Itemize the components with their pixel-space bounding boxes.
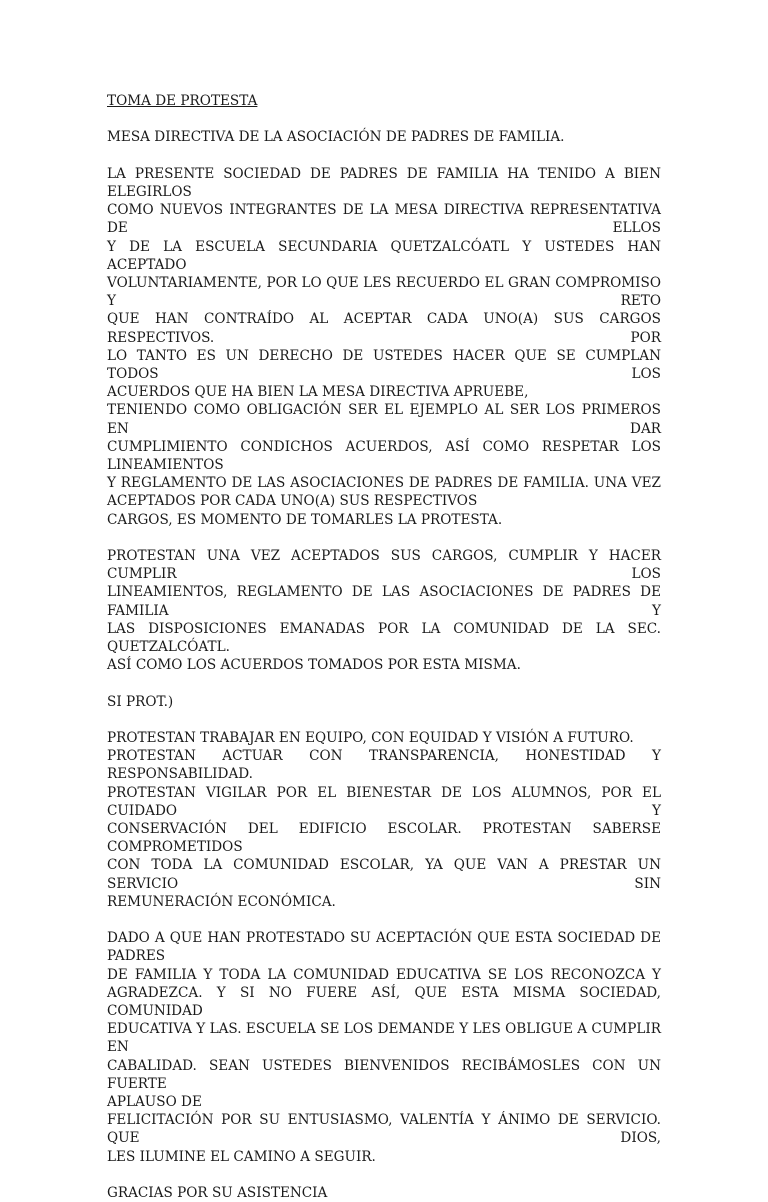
text-line: LAS DISPOSICIONES EMANADAS POR LA COMUNIDAD DE LA SEC. QUETZALCÓATL. <box>107 620 661 656</box>
text-line: PROTESTAN TRABAJAR EN EQUIPO, CON EQUIDAD Y VISIÓN A FUTURO. <box>107 730 634 747</box>
text-line: Y DE LA ESCUELA SECUNDARIA QUETZALCÓATL Y USTEDES HAN ACEPTADO <box>107 238 661 273</box>
text-line: LA PRESENTE SOCIEDAD DE PADRES DE FAMILIA HA TENIDO A BIEN ELEGIRLOS <box>107 165 661 200</box>
text-line: ACUERDOS QUE HA BIEN LA MESA DIRECTIVA APRUEBE, <box>107 384 529 401</box>
paragraph-oath <box>107 547 661 674</box>
text-line: REMUNERACIÓN ECONÓMICA. <box>107 893 336 910</box>
oath-response: SI PROT.) <box>107 693 174 710</box>
text-line: CUMPLIMIENTO CONDICHOS ACUERDOS, ASÍ COMO RESPETAR LOS LINEAMIENTOS <box>107 438 661 474</box>
text-line: Y REGLAMENTO DE LAS ASOCIACIONES DE PADRES DE FAMILIA. UNA VEZ <box>107 475 661 492</box>
text-line: AGRADEZCA. Y SI NO FUERE ASÍ, QUE ESTA MISMA SOCIEDAD, COMUNIDAD <box>107 984 661 1020</box>
text-line: ACEPTADOS POR CADA UNO(A) SUS RESPECTIVOS <box>107 493 478 510</box>
document-page <box>107 92 661 1202</box>
text-line: EDUCATIVA Y LAS. ESCUELA SE LOS DEMANDE Y LES OBLIGUE A CUMPLIR EN <box>107 1021 661 1056</box>
document-subtitle: MESA DIRECTIVA DE LA ASOCIACIÓN DE PADRES DE FAMILIA. <box>107 129 565 146</box>
text-line: CONSERVACIÓN DEL EDIFICIO ESCOLAR. PROTESTAN SABERSE COMPROMETIDOS <box>107 821 661 856</box>
paragraph-acknowledgement <box>107 929 661 1166</box>
text-line: CABALIDAD. SEAN USTEDES BIENVENIDOS RECIBÁMOSLES CON UN FUERTE <box>107 1057 661 1092</box>
text-line: PROTESTAN VIGILAR POR EL BIENESTAR DE LOS ALUMNOS, POR EL CUIDADO Y <box>107 784 661 819</box>
text-line: ASÍ COMO LOS ACUERDOS TOMADOS POR ESTA MISMA. <box>107 657 521 674</box>
document-title: TOMA DE PROTESTA <box>107 93 258 109</box>
text-line: VOLUNTARIAMENTE, POR LO QUE LES RECUERDO EL GRAN COMPROMISO Y RETO <box>107 275 661 310</box>
text-line: CON TODA LA COMUNIDAD ESCOLAR, YA QUE VAN A PRESTAR UN SERVICIO SIN <box>107 857 661 892</box>
text-line: APLAUSO DE <box>107 1094 202 1111</box>
text-line: LO TANTO ES UN DERECHO DE USTEDES HACER QUE SE CUMPLAN TODOS LOS <box>107 347 661 383</box>
text-line: CARGOS, ES MOMENTO DE TOMARLES LA PROTESTA. <box>107 511 503 528</box>
paragraph-commitments <box>107 729 661 911</box>
text-line: PROTESTAN ACTUAR CON TRANSPARENCIA, HONESTIDAD Y RESPONSABILIDAD. <box>107 748 661 783</box>
text-line: LINEAMIENTOS, REGLAMENTO DE LAS ASOCIACIONES DE PADRES DE FAMILIA Y <box>107 584 661 619</box>
text-line: DE FAMILIA Y TODA LA COMUNIDAD EDUCATIVA SE LOS RECONOZCA Y <box>107 966 661 983</box>
text-line: FELICITACIÓN POR SU ENTUSIASMO, VALENTÍA Y ÁNIMO DE SERVICIO. QUE DIOS, <box>107 1112 661 1147</box>
text-line: TENIENDO COMO OBLIGACIÓN SER EL EJEMPLO AL SER LOS PRIMEROS EN DAR <box>107 402 661 437</box>
text-line: QUE HAN CONTRAÍDO AL ACEPTAR CADA UNO(A) SUS CARGOS RESPECTIVOS. POR <box>107 311 661 346</box>
text-line: PROTESTAN UNA VEZ ACEPTADOS SUS CARGOS, CUMPLIR Y HACER CUMPLIR LOS <box>107 548 661 583</box>
text-line: DADO A QUE HAN PROTESTADO SU ACEPTACIÓN QUE ESTA SOCIEDAD DE PADRES <box>107 930 661 965</box>
closing-text: GRACIAS POR SU ASISTENCIA <box>107 1185 328 1202</box>
paragraph-election <box>107 165 661 529</box>
text-line: LES ILUMINE EL CAMINO A SEGUIR. <box>107 1148 376 1165</box>
text-line: COMO NUEVOS INTEGRANTES DE LA MESA DIRECTIVA REPRESENTATIVA DE ELLOS <box>107 202 661 237</box>
